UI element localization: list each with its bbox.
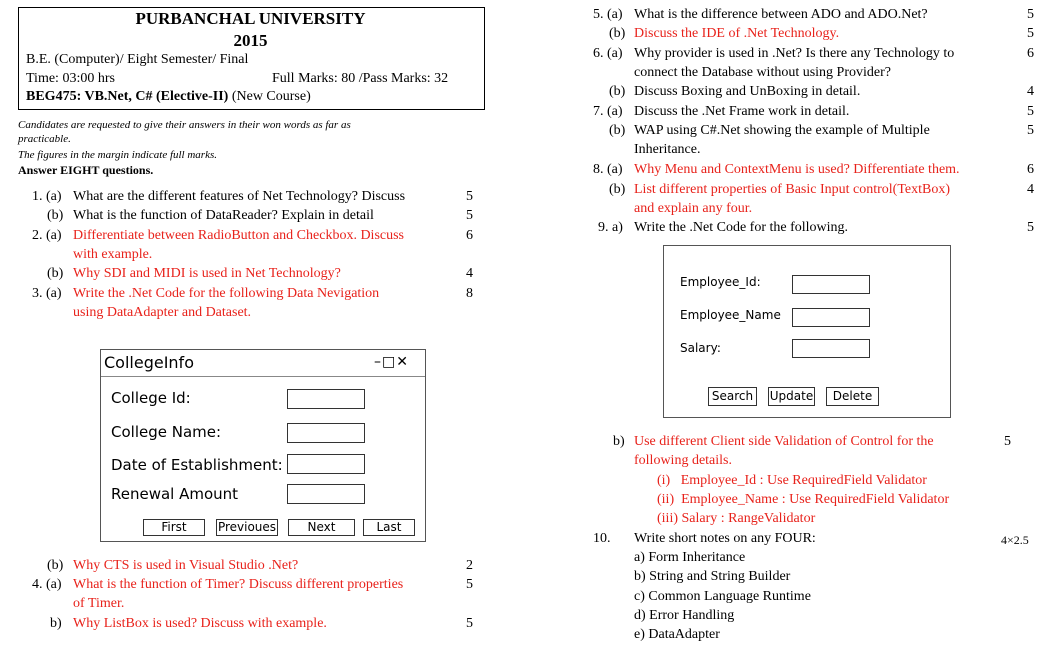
q1a-text: What are the different features of Net Technology? Discuss — [73, 189, 406, 204]
salary-label: Salary: — [680, 341, 721, 355]
college-id-input[interactable] — [287, 389, 365, 409]
q9b-validator-1: (i) Employee_Id : Use RequiredField Validator — [657, 473, 927, 488]
course-code: BEG475: VB.Net, C# (Elective-II) — [26, 89, 229, 104]
q9a-text: Write the .Net Code for the following. — [634, 220, 849, 235]
q9b-marks: 5 — [1004, 434, 1011, 449]
first-button[interactable]: First — [143, 519, 205, 536]
q3b-num: (b) — [47, 558, 64, 573]
q6b-text: Discuss Boxing and UnBoxing in detail. — [634, 84, 861, 99]
q10-item-b: b) String and String Builder — [634, 569, 791, 584]
title-separator — [101, 376, 425, 377]
course-note: (New Course) — [231, 89, 311, 104]
q9b-text-2: following details. — [634, 453, 732, 468]
instruction-line-2: practicable. — [18, 133, 71, 145]
q1b-text: What is the function of DataReader? Explain in detail — [73, 208, 374, 223]
q5a-num: 5. (a) — [593, 7, 623, 22]
employee-form — [663, 245, 951, 418]
next-button[interactable]: Next — [288, 519, 355, 536]
q7a-num: 7. (a) — [593, 104, 623, 119]
full-marks: Full Marks: 80 /Pass Marks: 32 — [272, 71, 449, 86]
q1b-marks: 5 — [466, 208, 473, 223]
q9b-num: b) — [613, 434, 625, 449]
q6b-marks: 4 — [1027, 84, 1034, 99]
q6a-marks: 6 — [1027, 46, 1034, 61]
q7b-num: (b) — [609, 123, 626, 138]
q1a-num: 1. (a) — [32, 189, 62, 204]
q2a-marks: 6 — [466, 228, 473, 243]
q5b-text: Discuss the IDE of .Net Technology. — [634, 26, 840, 41]
date-established-label: Date of Establishment: — [111, 456, 283, 474]
date-established-input[interactable] — [287, 454, 365, 474]
q2a-text-2: with example. — [73, 247, 153, 262]
exam-time: Time: 03:00 hrs — [26, 71, 115, 86]
q9b-validator-3: (iii) Salary : RangeValidator — [657, 511, 816, 526]
employee-name-input[interactable] — [792, 308, 870, 327]
q2a-num: 2. (a) — [32, 228, 62, 243]
q9a-num: 9. a) — [598, 220, 623, 235]
q4a-marks: 5 — [466, 577, 473, 592]
exam-year: 2015 — [233, 31, 268, 50]
q8b-text-1: List different properties of Basic Input control(TextBox) — [634, 182, 951, 197]
q2b-marks: 4 — [466, 266, 473, 281]
last-button[interactable]: Last — [363, 519, 415, 536]
delete-button[interactable]: Delete — [826, 387, 879, 406]
q2a-text-1: Differentiate between RadioButton and Checkbox. Discuss — [73, 228, 404, 243]
q7b-text-1: WAP using C#.Net showing the example of Multiple — [634, 123, 930, 138]
q7b-marks: 5 — [1027, 123, 1034, 138]
q3a-text-1: Write the .Net Code for the following Data Nevigation — [73, 286, 380, 301]
window-controls[interactable]: –□✕ — [374, 354, 409, 370]
college-name-label: College Name: — [111, 423, 222, 441]
q1b-num: (b) — [47, 208, 64, 223]
university-name: PURBANCHAL UNIVERSITY — [135, 9, 366, 28]
q10-marks: 4×2.5 — [1001, 533, 1029, 547]
q5a-marks: 5 — [1027, 7, 1034, 22]
q4b-num: b) — [50, 616, 62, 631]
answer-instruction: Answer EIGHT questions. — [18, 163, 154, 177]
program: B.E. (Computer)/ Eight Semester/ Final — [26, 52, 249, 67]
q4b-text: Why ListBox is used? Discuss with example. — [73, 616, 327, 631]
previous-button[interactable]: Previoues — [217, 520, 277, 534]
q8b-marks: 4 — [1027, 182, 1034, 197]
q4b-marks: 5 — [466, 616, 473, 631]
q10-text: Write short notes on any FOUR: — [634, 531, 816, 546]
q8b-text-2: and explain any four. — [634, 201, 753, 216]
q7a-marks: 5 — [1027, 104, 1034, 119]
q8a-marks: 6 — [1027, 162, 1034, 177]
q10-item-d: d) Error Handling — [634, 608, 735, 623]
q4a-text-2: of Timer. — [73, 596, 125, 611]
q3b-text: Why CTS is used in Visual Studio .Net? — [73, 558, 299, 573]
q6a-num: 6. (a) — [593, 46, 623, 61]
renewal-amount-label: Renewal Amount — [111, 485, 239, 503]
q3a-marks: 8 — [466, 286, 473, 301]
renewal-amount-input[interactable] — [287, 484, 365, 504]
college-info-window — [100, 349, 426, 542]
q10-item-e: e) DataAdapter — [634, 627, 720, 642]
window-title: CollegeInfo — [104, 353, 194, 372]
q7a-text: Discuss the .Net Frame work in detail. — [634, 104, 850, 119]
q5b-marks: 5 — [1027, 26, 1034, 41]
q8b-num: (b) — [609, 182, 626, 197]
update-button[interactable]: Update — [768, 387, 815, 406]
q4a-num: 4. (a) — [32, 577, 62, 592]
q10-item-a: a) Form Inheritance — [634, 550, 746, 565]
employee-id-label: Employee_Id: — [680, 275, 761, 289]
q7b-text-2: Inheritance. — [634, 142, 701, 157]
employee-name-label: Employee_Name — [680, 308, 781, 322]
employee-id-input[interactable] — [792, 275, 870, 294]
q6a-text-1: Why provider is used in .Net? Is there any Technology to — [634, 46, 955, 61]
q6b-num: (b) — [609, 84, 626, 99]
college-id-label: College Id: — [111, 389, 191, 407]
q3a-num: 3. (a) — [32, 286, 62, 301]
instruction-line-3: The figures in the margin indicate full marks. — [18, 149, 218, 161]
q5b-num: (b) — [609, 26, 626, 41]
q6a-text-2: connect the Database without using Provider? — [634, 65, 891, 80]
q8a-num: 8. (a) — [593, 162, 623, 177]
q10-num: 10. — [593, 531, 611, 546]
search-button[interactable]: Search — [708, 387, 757, 406]
q3b-marks: 2 — [466, 558, 473, 573]
q1a-marks: 5 — [466, 189, 473, 204]
salary-input[interactable] — [792, 339, 870, 358]
q9a-marks: 5 — [1027, 220, 1034, 235]
q9b-text-1: Use different Client side Validation of Control for the — [634, 434, 934, 449]
q8a-text: Why Menu and ContextMenu is used? Differentiate them. — [634, 162, 960, 177]
q4a-text-1: What is the function of Timer? Discuss different properties — [73, 577, 404, 592]
college-name-input[interactable] — [287, 423, 365, 443]
q3a-text-2: using DataAdapter and Dataset. — [73, 305, 252, 320]
course-title — [26, 89, 311, 105]
q9b-validator-2: (ii) Employee_Name : Use RequiredField Validator — [657, 492, 950, 507]
q2b-num: (b) — [47, 266, 64, 281]
q2b-text: Why SDI and MIDI is used in Net Technology? — [73, 266, 341, 281]
q5a-text: What is the difference between ADO and ADO.Net? — [634, 7, 928, 22]
q10-item-c: c) Common Language Runtime — [634, 589, 811, 604]
instruction-line-1: Candidates are requested to give their answers in their won words as far as — [18, 119, 351, 131]
